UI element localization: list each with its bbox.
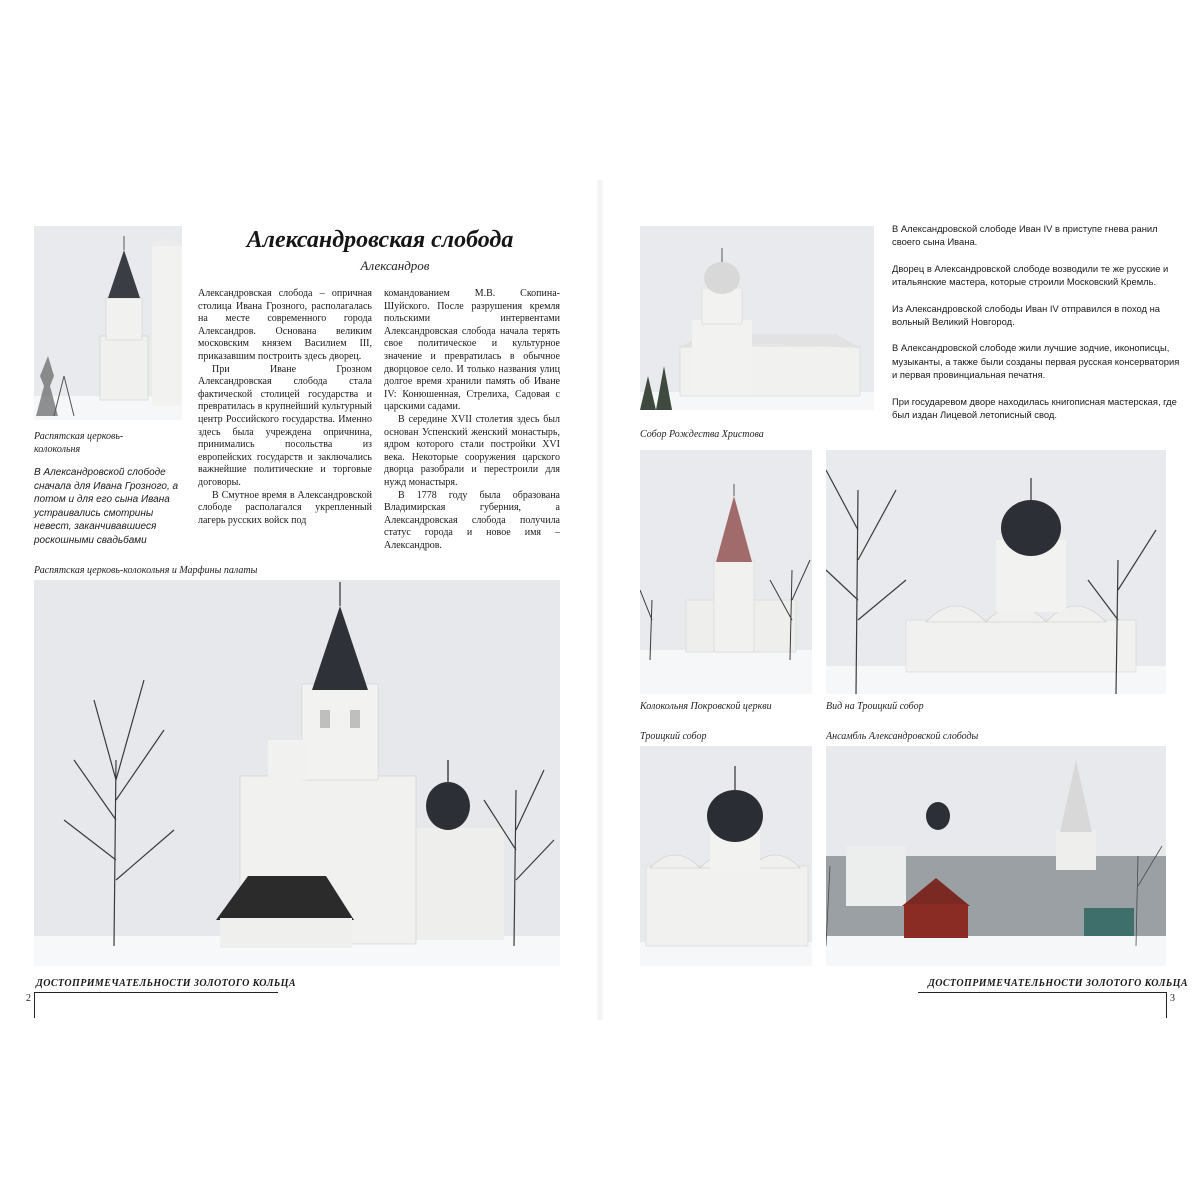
footer-rule-left [34,992,278,993]
fact-item: В Александровской слободе Иван IV в приступе гнева ранил своего сына Ивана. [892,223,1158,248]
photo-trinity-view [826,450,1166,694]
photo-crucifixion-belltower-small [34,226,182,420]
footer-rule-right [918,992,1166,993]
paragraph: При Иване Грозном Александровская слобода стала фактической столицей государства и превратилась в крупнейший культурный центр Российского государства. Именно здесь была учреждена опричнина, принимались посольства из европейских государств и заключались важнейшие политические и торговые договоры. [198,363,372,488]
paragraph: В Смутное время в Александровской слободе располагался укрепленный лагерь русских войск под [198,489,372,526]
footer-tick-left [34,992,35,1018]
photo-ensemble [826,746,1166,966]
caption-trinity-view: Вид на Троицкий собор [826,701,924,712]
fact-list [892,222,1182,434]
paragraph: Александровская слобода – опричная столица Ивана Грозного, располагалась на месте современного города Александров. Основана великим московским князем Василием III, приказавшим построить здесь дворец. [198,288,372,362]
paragraph: командованием М.В. Скопина-Шуйского. После разрушения кремля польскими интервентами Александровская слобода начала терять свое политическое и культурное значение и превратилась в обычное дворцовое село. И только названия улиц долгое время хранили память об Иване IV: Конюшенная, Стрелиха, Садовая с царскими садами. [384,288,560,413]
side-note: В Александровской слободе сначала для Ивана Грозного, а потом и для его сына Ивана устраивались смотрины невест, заканчивавшиеся роскошными свадьбами [34,467,179,546]
page-subtitle: Александров [360,258,430,273]
page-number-left: 2 [26,993,31,1004]
fact-item: В Александровской слободе жили лучшие зодчие, иконописцы, музыканты, а также были созданы первая русская консерватория и первая провинциальная печатня. [892,342,1180,381]
fact-item: При государевом дворе находилась книгописная мастерская, где был издан Лицевой летописный свод. [892,395,1177,421]
caption-cathedral-nativity: Собор Рождества Христова [640,429,764,440]
caption-main-photo: Распятская церковь-колокольня и Марфины палаты [34,565,258,576]
footer-tick-right [1166,992,1167,1018]
caption-pokrov-belltower: Колокольня Покровской церкви [640,701,772,712]
paragraph: В 1778 году была образована Владимирская губерния, а Александровская слобода получила статус города и новое имя – Александров. [384,489,560,551]
photo-crucifixion-belltower-and-marfa-chambers [34,580,560,966]
book-gutter [596,180,604,1020]
fact-item: Дворец в Александровской слободе возводили те же русские и итальянские мастера, которые строили Московский Кремль. [892,262,1169,288]
photo-trinity-cathedral [640,746,812,966]
caption-crucifixion-belltower: Распятская церковь-колокольня [34,431,124,455]
footer-label-left: ДОСТОПРИМЕЧАТЕЛЬНОСТИ ЗОЛОТОГО КОЛЬЦА [36,978,296,989]
paragraph: В середине XVII столетия здесь был основан Успенский женский монастырь, ядром которого стали постройки XVI века. Некоторые сооружения царского дворца разобрали и перестроили для нужд монастыря. [384,413,560,488]
photo-pokrov-belltower [640,450,812,694]
fact-item: Из Александровской слободы Иван IV отправился в поход на вольный Великий Новгород. [892,302,1161,328]
text-column-2 [384,288,560,552]
caption-ensemble: Ансамбль Александровской слободы [826,731,979,742]
text-column-1 [198,288,372,527]
photo-cathedral-of-nativity [640,226,874,410]
page-number-right: 3 [1170,993,1175,1004]
footer-label-right: ДОСТОПРИМЕЧАТЕЛЬНОСТИ ЗОЛОТОГО КОЛЬЦА [928,978,1188,989]
page-title: Александровская слобода [246,227,514,253]
caption-trinity-cathedral: Троицкий собор [640,731,707,742]
